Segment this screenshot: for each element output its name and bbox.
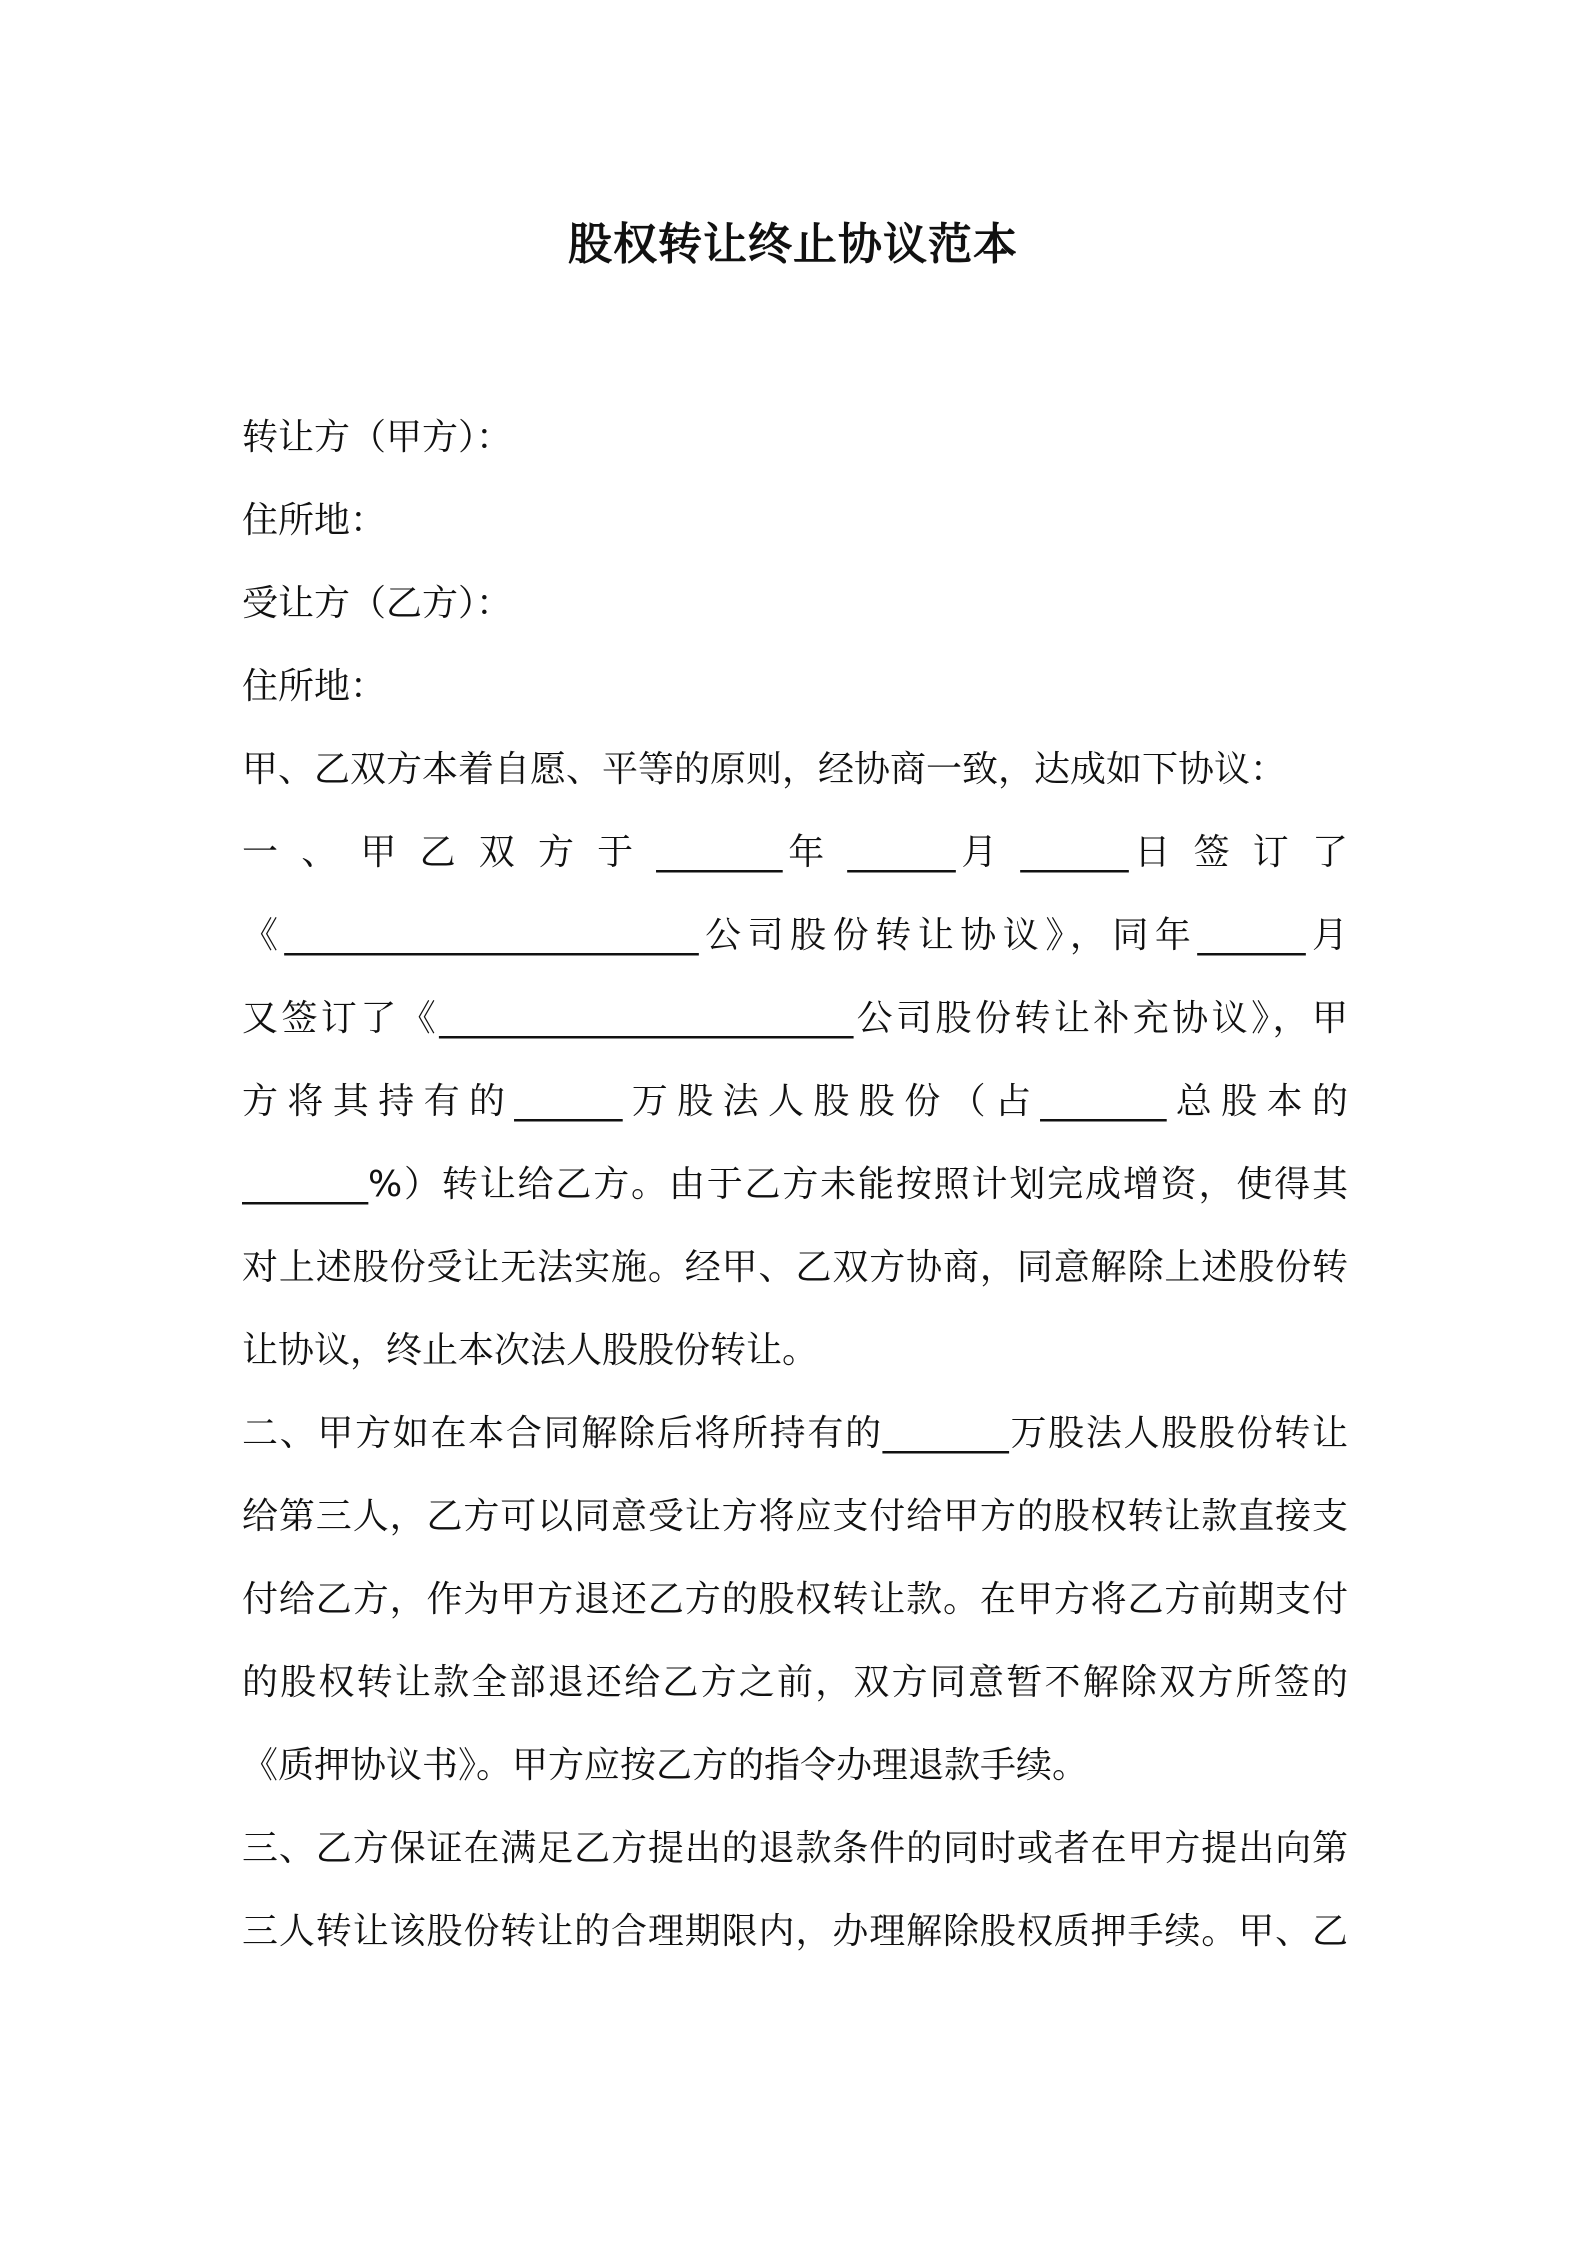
preamble-line: 甲、乙双方本着自愿、平等的原则，经协商一致，达成如下协议： (242, 749, 1287, 790)
clause-1-line: _______%）转让给乙方。由于乙方未能按照计划完成增资，使得其 (242, 1164, 1348, 1205)
party-b-label: 受让方（乙方）： (242, 583, 513, 624)
document-title: 股权转让终止协议范本 (568, 219, 1018, 270)
clause-2-line: 的股权转让款全部退还给乙方之前，双方同意暂不解除双方所签的 (242, 1662, 1348, 1703)
clause-2-line: 付给乙方，作为甲方退还乙方的股权转让款。在甲方将乙方前期支付 (242, 1579, 1348, 1620)
clause-3-line: 三、乙方保证在满足乙方提出的退款条件的同时或者在甲方提出向第 (242, 1828, 1348, 1869)
party-a-address-label: 住所地： (242, 500, 387, 541)
clause-1-line: 让协议，终止本次法人股股份转让。 (242, 1330, 819, 1371)
clause-1-line: 一 、 甲 乙 双 方 于 _______年 ______月 ______日 签 订 了 (242, 832, 1348, 873)
clause-1-line: 对上述股份受让无法实施。经甲、乙双方协商，同意解除上述股份转 (242, 1247, 1348, 1288)
clause-2-line: 二、甲方如在本合同解除后将所持有的_______万股法人股股份转让 (242, 1413, 1348, 1454)
clause-2-line: 《质押协议书》。甲方应按乙方的指令办理退款手续。 (242, 1745, 1089, 1786)
party-b-address-label: 住所地： (242, 666, 387, 707)
party-a-label: 转让方（甲方）： (242, 417, 513, 458)
clause-1-line: 《_______________________公司股份转让协议》，同年______月 (242, 915, 1348, 956)
clause-1-line: 方将其持有的______万股法人股股份（占_______总股本的 (242, 1081, 1348, 1122)
clause-3-line: 三人转让该股份转让的合理期限内，办理解除股权质押手续。甲、乙 (242, 1911, 1348, 1952)
clause-2-line: 给第三人，乙方可以同意受让方将应支付给甲方的股权转让款直接支 (242, 1496, 1348, 1537)
document-body (242, 396, 1348, 1973)
clause-1-line: 又签订了《_______________________公司股份转让补充协议》，甲 (242, 998, 1348, 1039)
